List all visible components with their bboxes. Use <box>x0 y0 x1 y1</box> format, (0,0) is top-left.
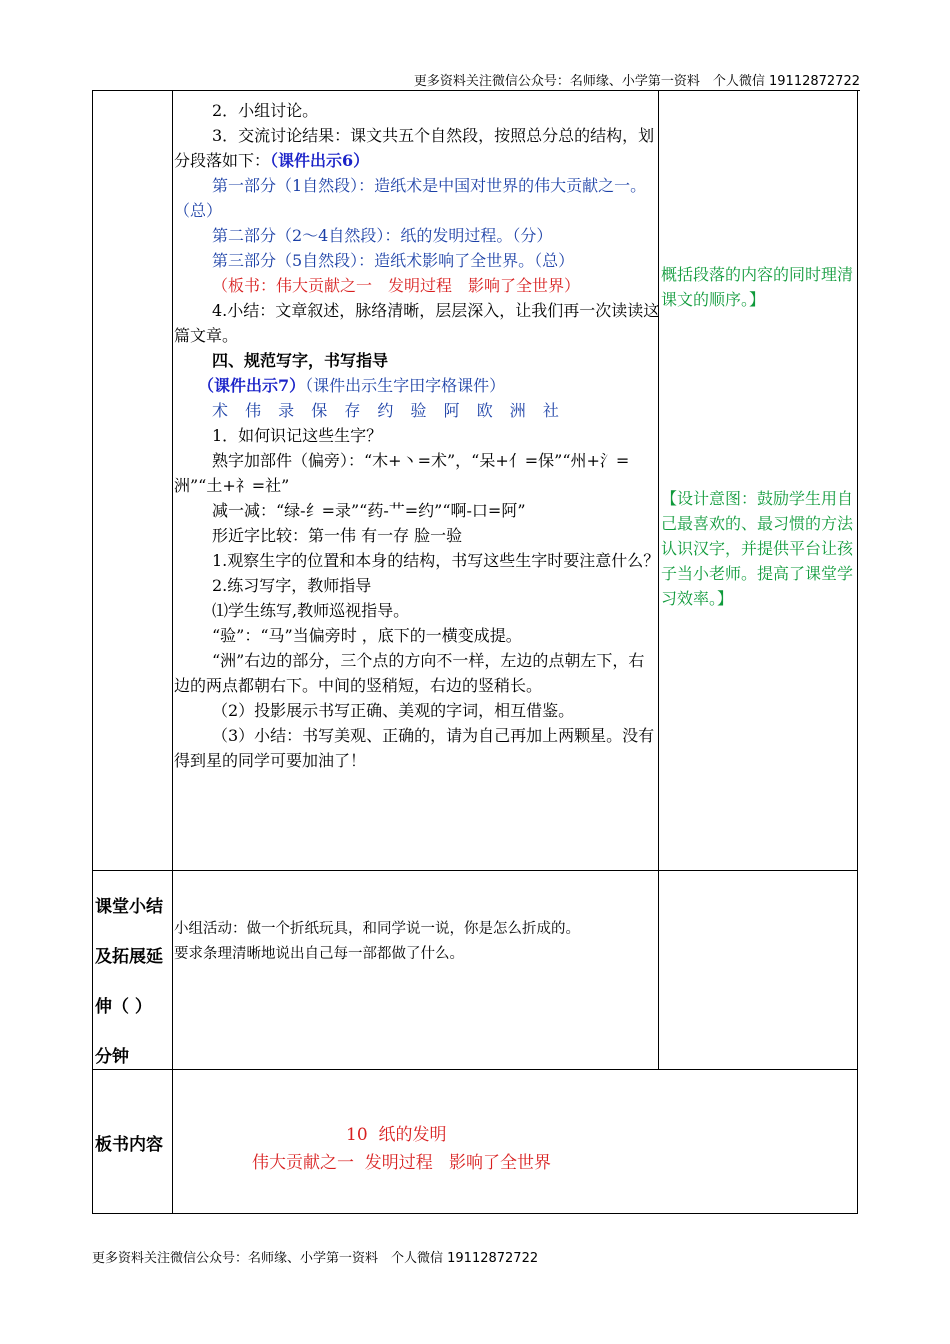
label-board-content: 板书内容 <box>95 1135 163 1155</box>
ppt-tag-7: （课件出示7） <box>198 376 306 395</box>
method-subtract: 减一减：“绿-纟=录”“药-艹=约”“啊-口=阿” <box>212 501 526 520</box>
page-footer: 更多资料关注微信公众号：名师缘、小学第一资料 个人微信 19112872722 <box>92 1251 539 1266</box>
ppt-line-7: （课件出示7）（课件出示生字田字格课件） <box>198 376 506 395</box>
section-heading-writing: 四、规范写字，书写指导 <box>212 351 389 370</box>
table-bottom-border <box>92 1213 858 1214</box>
design-note-intent: 【设计意图：鼓励学生用自己最喜欢的、最习惯的方法认识汉字，并提供平台让孩子当小老师。提高了课堂学习效率。】 <box>661 489 854 608</box>
tip-zhou: “洲”右边的部分，三个点的方向不一样，左边的点朝左下，右边的两点都朝右下。中间的竖稍短，右边的竖稍长。 <box>174 651 645 695</box>
section-part-3: 第三部分（5自然段）：造纸术影响了全世界。（总） <box>212 251 575 270</box>
summary-activity: 小组活动：做一个折纸玩具，和同学说一说，你是怎么折成的。 <box>174 921 580 937</box>
step-practice: 2.练习写字，教师指导 <box>212 576 372 595</box>
summary-requirement: 要求条理清晰地说出自己每一部都做了什么。 <box>174 946 464 962</box>
page-header: 更多资料关注微信公众号：名师缘、小学第一资料 个人微信 19112872722 <box>413 74 860 89</box>
board-title: 10 纸的发明 <box>346 1125 447 1145</box>
step-discussion-result: 3．交流讨论结果：课文共五个自然段，按照总分总的结构，划分段落如下：（课件出示6） <box>174 126 655 170</box>
table-left-border <box>92 90 93 1214</box>
tip-yan: “验”：“马”当偏旁时 ，底下的一横变成提。 <box>212 626 522 645</box>
board-outline: 伟大贡献之一 发明过程 影响了全世界 <box>252 1153 552 1173</box>
step-practice-3: （3）小结：书写美观、正确的，请为自己再加上两颗星。没有得到星的同学可要加油了！ <box>174 726 655 770</box>
step-group-discussion: 2．小组讨论。 <box>212 101 319 120</box>
table-row-divider-2 <box>92 1069 858 1070</box>
step-observe: 1.观察生字的位置和本身的结构，书写这些生字时要注意什么？ <box>212 551 660 570</box>
step-practice-2: （2）投影展示书写正确、美观的字词，相互借鉴。 <box>212 701 575 720</box>
step-practice-1: ⑴学生练写,教师巡视指导。 <box>212 601 410 620</box>
question-recognize: 1．如何识记这些生字？ <box>212 426 383 445</box>
summary-cell <box>174 917 664 967</box>
table-right-border <box>857 90 858 1214</box>
blackboard-note: （板书：伟大贡献之一 发明过程 影响了全世界） <box>212 276 581 295</box>
new-characters: 术 伟 录 保 存 约 验 阿 欧 洲 社 <box>212 401 565 420</box>
step-summary: 4.小结：文章叙述，脉络清晰，层层深入，让我们再一次读读这篇文章。 <box>174 301 660 345</box>
method-add-parts: 熟字加部件（偏旁）：“木+丶=术”，“呆+亻=保”“州+氵=洲”“土+礻=社” <box>174 451 630 495</box>
label-summary-extension: 课堂小结 及拓展延 伸（ ） 分钟 <box>95 897 163 1067</box>
table-row-divider-1 <box>92 870 858 871</box>
method-compare: 形近字比较：第一伟 有一存 脸一验 <box>212 526 463 545</box>
teaching-process-cell <box>174 98 660 773</box>
header-rule <box>92 90 860 91</box>
section-part-2: 第二部分（2～4自然段）：纸的发明过程。（分） <box>212 226 553 245</box>
ppt-tag-6: （课件出示6） <box>270 151 370 170</box>
design-note-structure: 概括段落的内容的同时理清课文的顺序。】 <box>661 265 854 309</box>
section-part-1: 第一部分（1自然段）：造纸术是中国对世界的伟大贡献之一。（总） <box>174 176 647 220</box>
board-cell <box>174 1121 858 1177</box>
